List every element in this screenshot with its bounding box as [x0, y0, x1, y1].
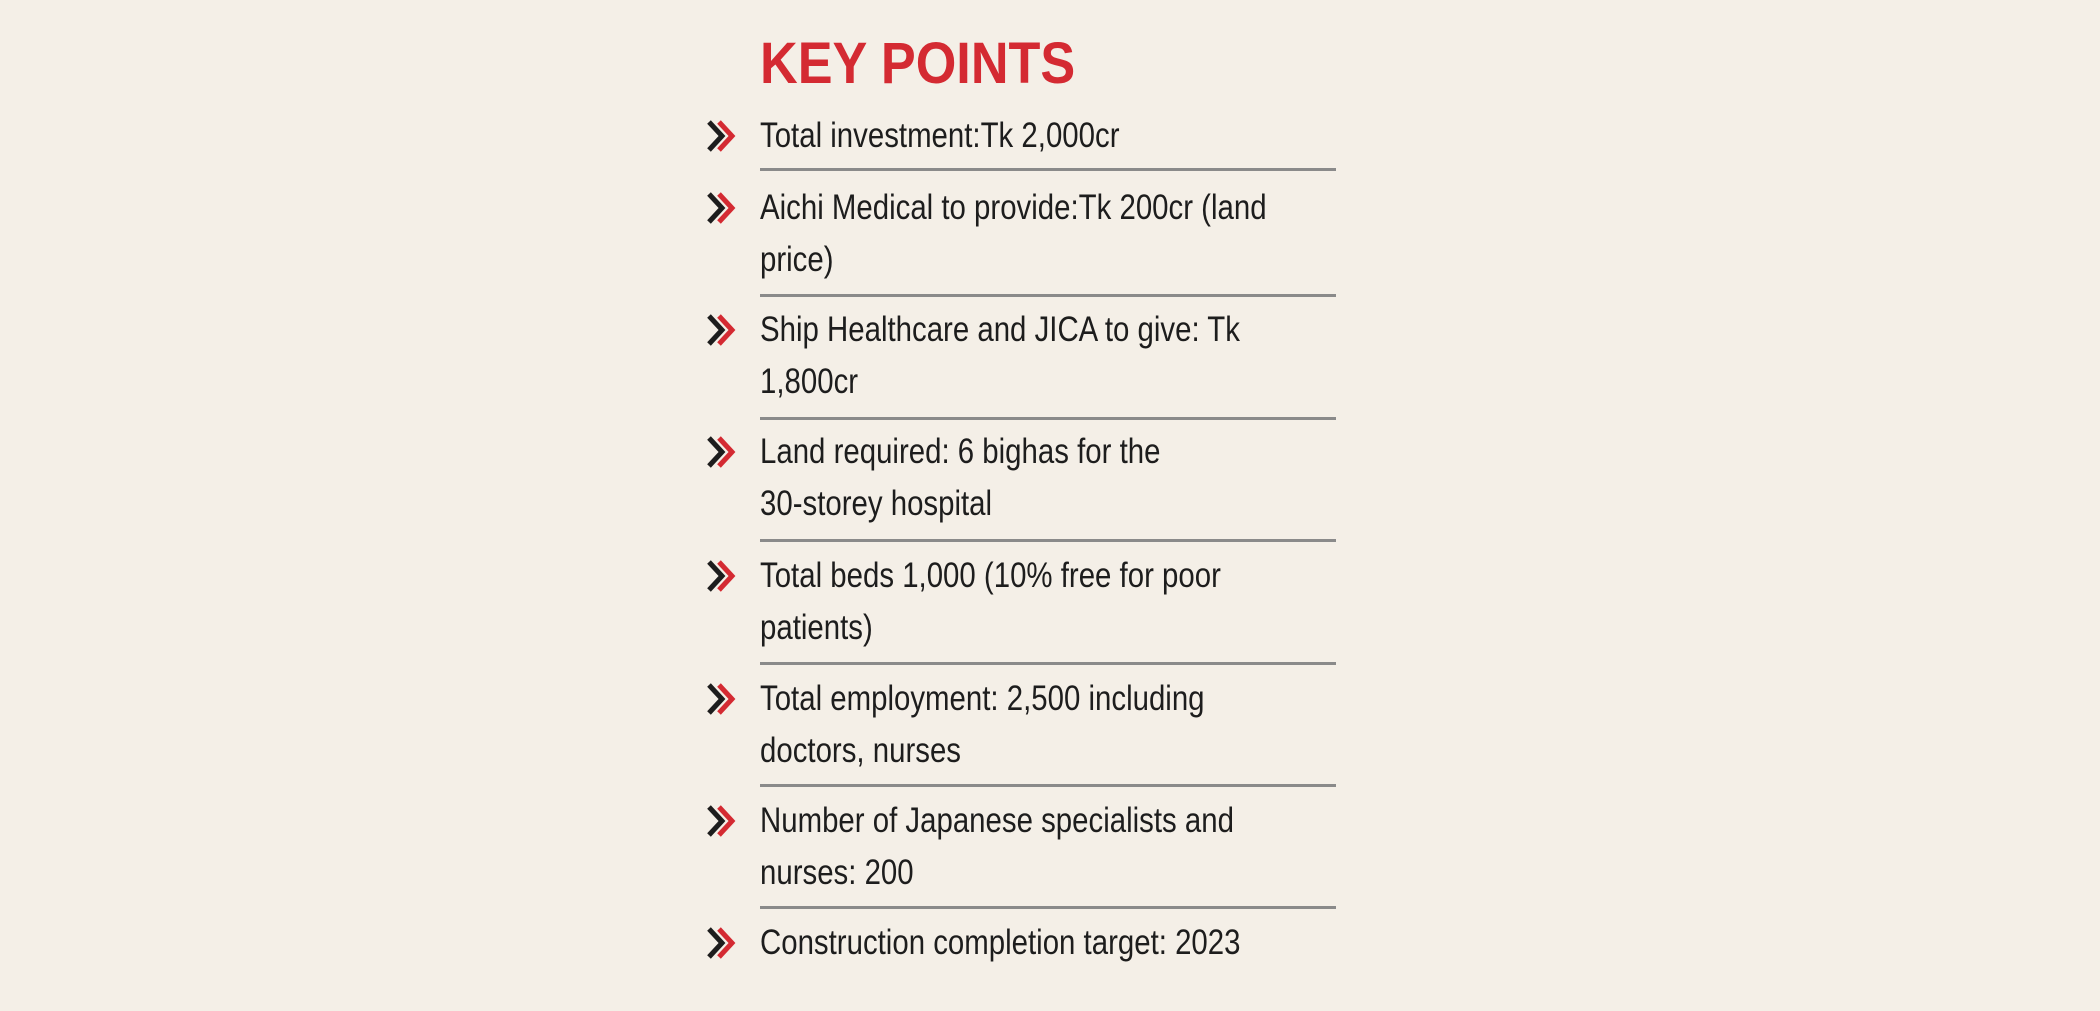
- divider: [760, 417, 1336, 420]
- key-point-3-line-2: 1,800cr: [760, 362, 859, 401]
- double-chevron-right-icon: [706, 804, 738, 838]
- key-point-6-line-1: Total employment: 2,500 including: [760, 679, 1205, 718]
- key-point-7-line-2: nurses: 200: [760, 853, 914, 892]
- divider: [760, 294, 1336, 297]
- key-point-1-line-1: Total investment:Tk 2,000cr: [760, 116, 1120, 155]
- double-chevron-right-icon: [706, 119, 738, 153]
- divider: [760, 784, 1336, 787]
- key-point-5-line-2: patients): [760, 608, 873, 647]
- double-chevron-right-icon: [706, 682, 738, 716]
- double-chevron-right-icon: [706, 435, 738, 469]
- key-point-2-line-1: Aichi Medical to provide:Tk 200cr (land: [760, 188, 1267, 227]
- key-point-4-line-2: 30-storey hospital: [760, 484, 993, 523]
- key-point-2-line-2: price): [760, 240, 834, 279]
- divider: [760, 662, 1336, 665]
- key-point-6-line-2: doctors, nurses: [760, 731, 961, 770]
- double-chevron-right-icon: [706, 313, 738, 347]
- key-point-3-line-1: Ship Healthcare and JICA to give: Tk: [760, 310, 1240, 349]
- divider: [760, 906, 1336, 909]
- divider: [760, 539, 1336, 542]
- key-point-4-line-1: Land required: 6 bighas for the: [760, 432, 1161, 471]
- key-point-5-line-1: Total beds 1,000 (10% free for poor: [760, 556, 1221, 595]
- key-points-title: KEY POINTS: [760, 31, 1076, 96]
- divider: [760, 168, 1336, 171]
- double-chevron-right-icon: [706, 926, 738, 960]
- double-chevron-right-icon: [706, 559, 738, 593]
- key-point-7-line-1: Number of Japanese specialists and: [760, 801, 1234, 840]
- double-chevron-right-icon: [706, 191, 738, 225]
- key-point-8-line-1: Construction completion target: 2023: [760, 923, 1241, 962]
